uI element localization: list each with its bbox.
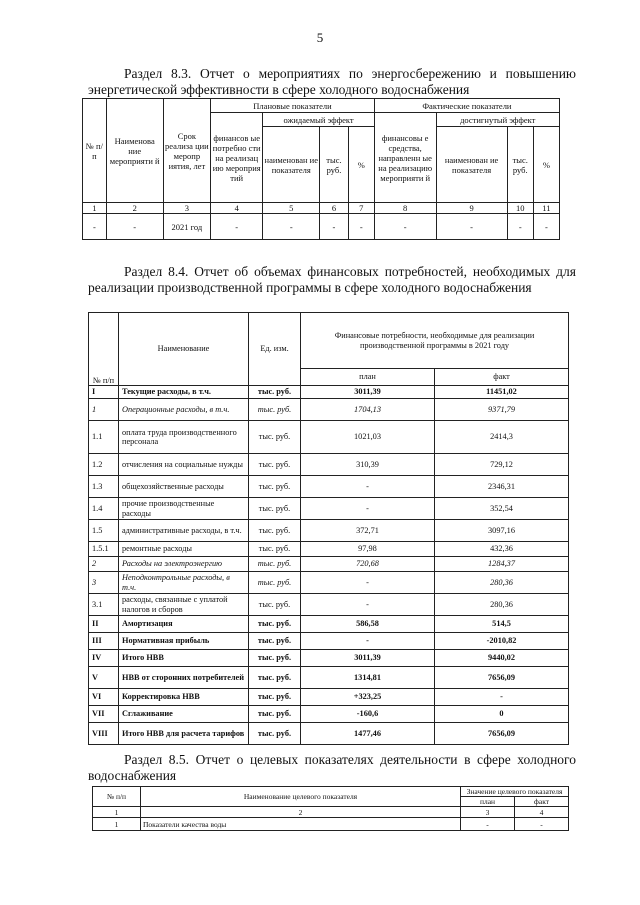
row-name: Показатели качества воды xyxy=(141,818,461,831)
row-name: Корректировка НВВ xyxy=(119,689,249,706)
table-cell: - xyxy=(348,214,374,240)
table-row xyxy=(89,498,569,520)
row-unit: тыс. руб. xyxy=(249,386,301,399)
table-cell: - xyxy=(436,214,507,240)
row-plan: 586,58 xyxy=(301,616,435,633)
row-unit: тыс. руб. xyxy=(249,689,301,706)
row-unit: тыс. руб. xyxy=(249,421,301,454)
row-fact: 7656,09 xyxy=(435,667,569,689)
row-unit: тыс. руб. xyxy=(249,650,301,667)
row-num: V xyxy=(89,667,119,689)
row-plan: +323,25 xyxy=(301,689,435,706)
row-plan: 1314,81 xyxy=(301,667,435,689)
thous-plan-header: тыс. руб. xyxy=(320,127,348,203)
table-row xyxy=(89,650,569,667)
row-unit: тыс. руб. xyxy=(249,706,301,723)
row-num: IV xyxy=(89,650,119,667)
row-fact: 280,36 xyxy=(435,572,569,594)
fact-header: факт xyxy=(435,369,569,386)
table-row xyxy=(89,557,569,572)
row-unit: тыс. руб. xyxy=(249,542,301,557)
row-num: 1.5.1 xyxy=(89,542,119,557)
row-fact: 2414,3 xyxy=(435,421,569,454)
table-cell: - xyxy=(533,214,559,240)
row-name: Сглаживание xyxy=(119,706,249,723)
ind-name-fact-header: наименован ие показателя xyxy=(436,127,507,203)
row-fact: 352,54 xyxy=(435,498,569,520)
row-plan: 310,39 xyxy=(301,454,435,476)
col-number: 2 xyxy=(141,807,461,818)
row-fact: - xyxy=(515,818,569,831)
table-cell: - xyxy=(374,214,436,240)
financial-needs-table xyxy=(88,312,569,745)
row-fact: 432,36 xyxy=(435,542,569,557)
target-indicators-table xyxy=(92,786,569,831)
row-fact: - xyxy=(435,689,569,706)
col-number: 3 xyxy=(163,203,210,214)
table-cell: - xyxy=(106,214,163,240)
row-unit: тыс. руб. xyxy=(249,572,301,594)
col-name-header: Наименование xyxy=(119,313,249,386)
row-unit: тыс. руб. xyxy=(249,667,301,689)
row-num: II xyxy=(89,616,119,633)
row-name: Расходы на электроэнергию xyxy=(119,557,249,572)
plan-header: план xyxy=(461,797,515,807)
col-term-header: Срок реализа ции меропр иятия, лет xyxy=(163,99,210,203)
col-unit-header: Ед. изм. xyxy=(249,313,301,386)
row-fact: 280,36 xyxy=(435,594,569,616)
table-row xyxy=(89,421,569,454)
row-unit: тыс. руб. xyxy=(249,616,301,633)
row-unit: тыс. руб. xyxy=(249,498,301,520)
row-num: 1.1 xyxy=(89,421,119,454)
row-num: III xyxy=(89,633,119,650)
value-header: Значение целевого показателя xyxy=(461,787,569,797)
table-row xyxy=(89,399,569,421)
table-cell: 2021 год xyxy=(163,214,210,240)
table-row xyxy=(89,616,569,633)
row-fact: 514,5 xyxy=(435,616,569,633)
row-plan: 3011,39 xyxy=(301,386,435,399)
row-fact: 11451,02 xyxy=(435,386,569,399)
row-unit: тыс. руб. xyxy=(249,557,301,572)
row-plan: - xyxy=(301,572,435,594)
table-row xyxy=(89,689,569,706)
table-row xyxy=(89,594,569,616)
col-number: 10 xyxy=(507,203,533,214)
row-fact: 9440,02 xyxy=(435,650,569,667)
table-cell: - xyxy=(263,214,320,240)
row-num: 1 xyxy=(93,818,141,831)
table-cell: - xyxy=(320,214,348,240)
row-unit: тыс. руб. xyxy=(249,633,301,650)
row-unit: тыс. руб. xyxy=(249,723,301,745)
col-number: 8 xyxy=(374,203,436,214)
row-fact: 3097,16 xyxy=(435,520,569,542)
table-row xyxy=(89,723,569,745)
table-row xyxy=(89,633,569,650)
table-row xyxy=(89,454,569,476)
col-number: 6 xyxy=(320,203,348,214)
page-number: 5 xyxy=(316,30,324,45)
thous-fact-header: тыс. руб. xyxy=(507,127,533,203)
row-plan: 3011,39 xyxy=(301,650,435,667)
row-plan: 1021,03 xyxy=(301,421,435,454)
row-unit: тыс. руб. xyxy=(249,454,301,476)
col-num-header: № п/п xyxy=(93,787,141,807)
row-name: общехозяйственные расходы xyxy=(119,476,249,498)
row-num: 1.2 xyxy=(89,454,119,476)
table-row xyxy=(89,476,569,498)
column-number-row xyxy=(93,807,569,818)
col-number: 3 xyxy=(461,807,515,818)
fact-header: факт xyxy=(515,797,569,807)
row-unit: тыс. руб. xyxy=(249,399,301,421)
column-number-row xyxy=(83,203,560,214)
table-row xyxy=(89,542,569,557)
table-row xyxy=(83,214,560,240)
row-num: 3 xyxy=(89,572,119,594)
table-row xyxy=(89,572,569,594)
row-plan: - xyxy=(461,818,515,831)
row-name: Амортизация xyxy=(119,616,249,633)
col-num-header: № п/п xyxy=(89,313,119,386)
effect-fact-header: достигнутый эффект xyxy=(436,113,559,127)
section-8-4-title: Раздел 8.4. Отчет об объемах финансовых потребностей, необходимых для реализации производственной программы в сфере холодного водоснабжения xyxy=(88,264,576,295)
row-name: Итого НВВ для расчета тарифов xyxy=(119,723,249,745)
table-row xyxy=(89,520,569,542)
table-cell: - xyxy=(507,214,533,240)
row-num: 1.4 xyxy=(89,498,119,520)
row-fact: 2346,31 xyxy=(435,476,569,498)
row-name: Неподконтрольные расходы, в т.ч. xyxy=(119,572,249,594)
row-num: VIII xyxy=(89,723,119,745)
pct-fact-header: % xyxy=(533,127,559,203)
row-fact: 9371,79 xyxy=(435,399,569,421)
table-row xyxy=(89,386,569,399)
row-plan: 372,71 xyxy=(301,520,435,542)
col-number: 9 xyxy=(436,203,507,214)
row-num: 3.1 xyxy=(89,594,119,616)
table-row xyxy=(89,667,569,689)
row-name: оплата труда производственного персонала xyxy=(119,421,249,454)
row-unit: тыс. руб. xyxy=(249,520,301,542)
pct-plan-header: % xyxy=(348,127,374,203)
col-num-header: № п/п xyxy=(83,99,107,203)
row-unit: тыс. руб. xyxy=(249,476,301,498)
row-plan: 720,68 xyxy=(301,557,435,572)
row-name: прочие производственные расходы xyxy=(119,498,249,520)
section-8-3-title: Раздел 8.3. Отчет о мероприятиях по энергосбережению и повышению энергетической эффективности в сфере холодного водоснабжения xyxy=(88,66,576,97)
row-name: НВВ от сторонних потребителей xyxy=(119,667,249,689)
section-8-5-title: Раздел 8.5. Отчет о целевых показателях деятельности в сфере холодного водоснабжения xyxy=(88,752,576,783)
col-number: 5 xyxy=(263,203,320,214)
row-fact: 0 xyxy=(435,706,569,723)
row-name: Итого НВВ xyxy=(119,650,249,667)
row-name: административные расходы, в т.ч. xyxy=(119,520,249,542)
col-name-header: Наименова ние мероприяти й xyxy=(106,99,163,203)
col-number: 2 xyxy=(106,203,163,214)
col-number: 4 xyxy=(515,807,569,818)
col-name-header: Наименование целевого показателя xyxy=(141,787,461,807)
row-num: I xyxy=(89,386,119,399)
row-fact: 729,12 xyxy=(435,454,569,476)
fin-fact-header: финансовы е средства, направленн ые на реализацию мероприяти й xyxy=(374,113,436,203)
row-plan: 97,98 xyxy=(301,542,435,557)
row-unit: тыс. руб. xyxy=(249,594,301,616)
row-num: VII xyxy=(89,706,119,723)
row-name: Текущие расходы, в т.ч. xyxy=(119,386,249,399)
col-number: 4 xyxy=(211,203,263,214)
effect-plan-header: ожидаемый эффект xyxy=(263,113,375,127)
planned-header: Плановые показатели xyxy=(211,99,375,113)
row-num: 1.5 xyxy=(89,520,119,542)
row-plan: 1477,46 xyxy=(301,723,435,745)
row-num: VI xyxy=(89,689,119,706)
row-name: расходы, связанные с уплатой налогов и сборов xyxy=(119,594,249,616)
row-plan: 1704,13 xyxy=(301,399,435,421)
financial-needs-header: Финансовые потребности, необходимые для реализации производственной программы в 2021 году xyxy=(301,313,569,369)
row-plan: - xyxy=(301,498,435,520)
row-plan: - xyxy=(301,476,435,498)
col-number: 1 xyxy=(83,203,107,214)
row-num: 1.3 xyxy=(89,476,119,498)
table-row xyxy=(93,818,569,831)
row-fact: 7656,09 xyxy=(435,723,569,745)
row-fact: 1284,37 xyxy=(435,557,569,572)
row-plan: -160,6 xyxy=(301,706,435,723)
table-cell: - xyxy=(211,214,263,240)
col-number: 1 xyxy=(93,807,141,818)
plan-header: план xyxy=(301,369,435,386)
table-row xyxy=(89,706,569,723)
energy-saving-table xyxy=(82,98,560,240)
fact-header: Фактические показатели xyxy=(374,99,559,113)
table-cell: - xyxy=(83,214,107,240)
row-num: 1 xyxy=(89,399,119,421)
row-name: ремонтные расходы xyxy=(119,542,249,557)
col-number: 11 xyxy=(533,203,559,214)
row-plan: - xyxy=(301,594,435,616)
row-name: Нормативная прибыль xyxy=(119,633,249,650)
row-plan: - xyxy=(301,633,435,650)
col-number: 7 xyxy=(348,203,374,214)
row-name: отчисления на социальные нужды xyxy=(119,454,249,476)
fin-plan-header: финансов ые потребно сти на реализац ию мероприя тий xyxy=(211,113,263,203)
row-name: Операционные расходы, в т.ч. xyxy=(119,399,249,421)
row-num: 2 xyxy=(89,557,119,572)
row-fact: -2010,82 xyxy=(435,633,569,650)
ind-name-plan-header: наименован ие показателя xyxy=(263,127,320,203)
